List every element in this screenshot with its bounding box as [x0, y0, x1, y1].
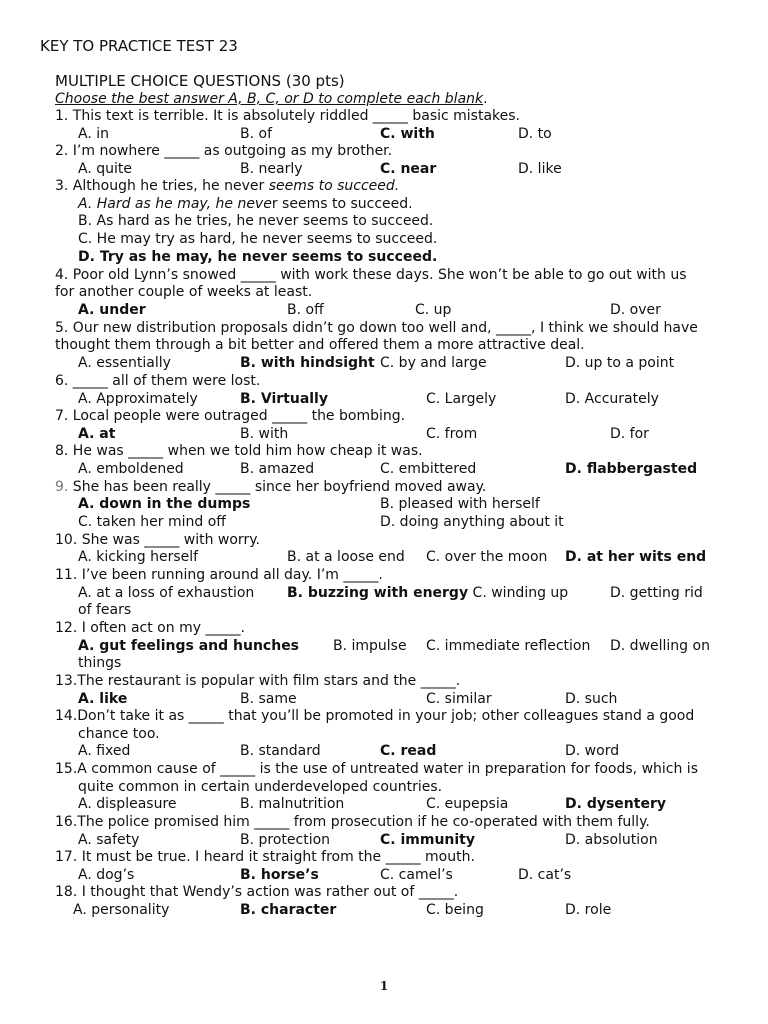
- question-10-option-c: C. over the moon: [426, 549, 548, 565]
- question-14-option-a: A. fixed: [78, 743, 131, 759]
- question-9-stem-text: She has been really _____ since her boyfriend moved away.: [68, 479, 487, 495]
- question-5-stem: 5. Our new distribution proposals didn’t go down too well and, _____, I think we should have: [55, 320, 698, 336]
- question-14-option-d: D. word: [565, 743, 620, 759]
- question-3-stem-start: 3. Although he tries, he never: [55, 178, 269, 194]
- question-8-stem: 8. He was _____ when we told him how cheap it was.: [55, 443, 423, 459]
- question-5-option-a: A. essentially: [78, 355, 171, 371]
- question-5-option-c: C. by and large: [380, 355, 487, 371]
- question-8-option-b: B. amazed: [240, 461, 315, 477]
- question-13-option-a-answer: A. like: [78, 691, 128, 707]
- page-number: 1: [379, 979, 389, 993]
- question-9-option-d: D. doing anything about it: [380, 514, 564, 530]
- question-12-stem: 12. I often act on my _____.: [55, 620, 245, 636]
- question-18-stem: 18. I thought that Wendy’s action was rather out of _____.: [55, 884, 459, 900]
- question-1-option-b: B. of: [240, 126, 272, 142]
- question-11-option-a: A. at a loss of exhaustion: [78, 585, 255, 601]
- question-10-option-d-answer: D. at her wits end: [565, 549, 707, 565]
- question-1-option-c-answer: C. with: [380, 126, 435, 142]
- question-18-option-c: C. being: [426, 902, 484, 918]
- question-17-option-a: A. dog’s: [78, 867, 135, 883]
- question-2-option-b: B. nearly: [240, 161, 303, 177]
- question-13-option-d: D. such: [565, 691, 618, 707]
- question-7-option-a-answer: A. at: [78, 426, 116, 442]
- question-14-stem: 14.Don’t take it as _____ that you’ll be promoted in your job; other colleagues stand a good: [55, 708, 695, 724]
- question-8-option-c: C. embittered: [380, 461, 477, 477]
- question-10-option-a: A. kicking herself: [78, 549, 199, 565]
- question-16-option-a: A. safety: [78, 832, 140, 848]
- question-11-option-c: C. winding up: [472, 585, 569, 601]
- question-15-option-b: B. malnutrition: [240, 796, 345, 812]
- question-16-stem: 16.The police promised him _____ from prosecution if he co-operated with them fully.: [55, 814, 650, 830]
- question-7-stem: 7. Local people were outraged _____ the bombing.: [55, 408, 406, 424]
- question-3-option-a-rest: r seems to succeed.: [271, 196, 413, 212]
- question-5-stem-line2: thought them through a bit better and offered them a more attractive deal.: [55, 337, 585, 353]
- question-11-option-d-wrap: of fears: [78, 602, 132, 618]
- question-12-option-d-wrap: things: [78, 655, 122, 671]
- question-11-option-b-answer: [287, 585, 568, 603]
- instruction-text: Choose the best answer A, B, C, or D to complete each blank: [55, 91, 484, 107]
- question-10-option-b: B. at a loose end: [287, 549, 405, 565]
- question-6-option-a: A. Approximately: [78, 391, 198, 407]
- question-6-option-d: D. Accurately: [565, 391, 659, 407]
- instruction-period: .: [483, 91, 488, 107]
- question-12-option-a-answer: A. gut feelings and hunches: [78, 638, 300, 654]
- question-2-option-d: D. like: [518, 161, 562, 177]
- question-1-stem: 1. This text is terrible. It is absolutely riddled _____ basic mistakes.: [55, 108, 521, 124]
- question-1-option-a: A. in: [78, 126, 109, 142]
- question-3-option-a: [78, 196, 413, 214]
- question-16-option-d: D. absolution: [565, 832, 658, 848]
- question-13-option-b: B. same: [240, 691, 297, 707]
- page-title: KEY TO PRACTICE TEST 23: [40, 37, 238, 55]
- question-18-option-b-answer: B. character: [240, 902, 337, 918]
- question-3-option-d-answer: D. Try as he may, he never seems to succeed.: [78, 249, 438, 265]
- question-14-stem-line2: chance too.: [78, 726, 160, 742]
- section-heading: MULTIPLE CHOICE QUESTIONS (30 pts): [55, 72, 345, 90]
- question-7-option-b: B. with: [240, 426, 289, 442]
- question-14-option-c-answer: C. read: [380, 743, 437, 759]
- question-16-option-b: B. protection: [240, 832, 331, 848]
- question-7-option-c: C. from: [426, 426, 478, 442]
- question-15-option-a: A. displeasure: [78, 796, 177, 812]
- question-3-option-a-italic: A. Hard as he may, he neve: [78, 196, 272, 212]
- question-14-option-b: B. standard: [240, 743, 321, 759]
- question-18-option-d: D. role: [565, 902, 612, 918]
- question-12-option-d: D. dwelling on: [610, 638, 710, 654]
- question-3-stem: [55, 178, 399, 196]
- question-6-option-b-answer: B. Virtually: [240, 391, 328, 407]
- question-3-stem-italic: seems to succeed.: [268, 178, 400, 194]
- question-12-option-b: B. impulse: [333, 638, 407, 654]
- question-10-stem: 10. She was _____ with worry.: [55, 532, 260, 548]
- question-17-stem: 17. It must be true. I heard it straight from the _____ mouth.: [55, 849, 475, 865]
- question-2-stem: 2. I’m nowhere _____ as outgoing as my brother.: [55, 143, 393, 159]
- question-8-option-d-answer: D. flabbergasted: [565, 461, 698, 477]
- question-5-option-d: D. up to a point: [565, 355, 675, 371]
- question-3-option-c: C. He may try as hard, he never seems to succeed.: [78, 231, 438, 247]
- question-9-stem: [55, 479, 486, 497]
- question-8-option-a: A. emboldened: [78, 461, 184, 477]
- question-18-option-a: A. personality: [73, 902, 170, 918]
- question-5-option-b-answer: B. with hindsight: [240, 355, 375, 371]
- question-15-option-c: C. eupepsia: [426, 796, 509, 812]
- question-9-option-c: C. taken her mind off: [78, 514, 226, 530]
- question-4-option-d: D. over: [610, 302, 661, 318]
- question-16-option-c-answer: C. immunity: [380, 832, 475, 848]
- question-4-option-b: B. off: [287, 302, 324, 318]
- question-4-option-a-answer: A. under: [78, 302, 146, 318]
- question-15-option-d-answer: D. dysentery: [565, 796, 666, 812]
- question-15-stem-line2: quite common in certain underdeveloped countries.: [78, 779, 443, 795]
- question-17-option-d: D. cat’s: [518, 867, 572, 883]
- question-11-option-b-text: B. buzzing with energy: [287, 585, 469, 601]
- question-4-stem-line2: for another couple of weeks at least.: [55, 284, 313, 300]
- question-13-option-c: C. similar: [426, 691, 492, 707]
- question-1-option-d: D. to: [518, 126, 552, 142]
- instruction: [55, 91, 488, 109]
- question-6-option-c: C. Largely: [426, 391, 497, 407]
- question-9-option-a-answer: A. down in the dumps: [78, 496, 251, 512]
- question-6-stem: 6. _____ all of them were lost.: [55, 373, 261, 389]
- question-7-option-d: D. for: [610, 426, 649, 442]
- question-13-stem: 13.The restaurant is popular with film stars and the _____.: [55, 673, 461, 689]
- question-4-stem: 4. Poor old Lynn’s snowed _____ with work these days. She won’t be able to go out with us: [55, 267, 687, 283]
- question-17-option-b-answer: B. horse’s: [240, 867, 319, 883]
- question-9-option-b: B. pleased with herself: [380, 496, 540, 512]
- question-17-option-c: C. camel’s: [380, 867, 453, 883]
- question-12-option-c: C. immediate reflection: [426, 638, 591, 654]
- question-2-option-c-answer: C. near: [380, 161, 437, 177]
- question-4-option-c: C. up: [415, 302, 452, 318]
- question-15-stem: 15.A common cause of _____ is the use of untreated water in preparation for foods, which is: [55, 761, 698, 777]
- question-3-option-b: B. As hard as he tries, he never seems to succeed.: [78, 213, 434, 229]
- question-9-number: 9.: [55, 479, 69, 495]
- question-2-option-a: A. quite: [78, 161, 132, 177]
- question-11-option-d: D. getting rid: [610, 585, 703, 601]
- question-11-stem: 11. I’ve been running around all day. I’m _____.: [55, 567, 383, 583]
